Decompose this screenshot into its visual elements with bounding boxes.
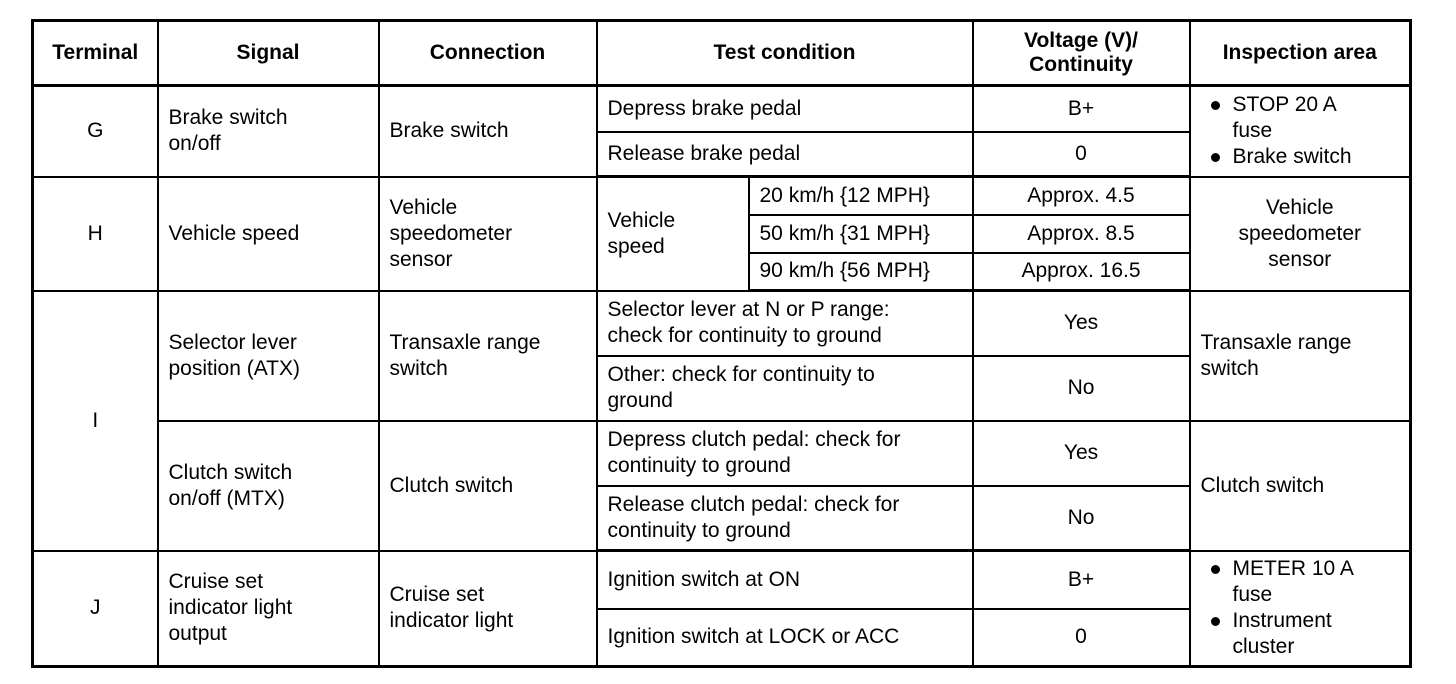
header-terminal: Terminal <box>33 21 158 86</box>
voltage-h-1: Approx. 4.5 <box>973 177 1190 215</box>
voltage-j-1: B+ <box>973 551 1190 609</box>
test-condition-j-2: Ignition switch at LOCK or ACC <box>597 609 973 667</box>
header-signal: Signal <box>158 21 379 86</box>
table-row <box>33 551 1411 609</box>
speed-cell-h-1: 20 km/h {12 MPH} <box>749 177 973 215</box>
list-item: Instrument cluster <box>1203 608 1400 660</box>
list-item: Brake switch <box>1203 144 1400 170</box>
voltage-i-atx-2: No <box>973 356 1190 421</box>
speed-cell-h-2: 50 km/h {31 MPH} <box>749 215 973 253</box>
connection-cell-g: Brake switch <box>379 86 597 177</box>
connection-cell-j: Cruise set indicator light <box>379 551 597 667</box>
terminal-inspection-table <box>31 19 1412 668</box>
inspection-cell-h: Vehicle speedometer sensor <box>1190 177 1411 291</box>
inspection-list-g <box>1201 92 1400 170</box>
list-item: METER 10 A fuse <box>1203 556 1400 608</box>
header-inspection-area: Inspection area <box>1190 21 1411 86</box>
table-row <box>33 291 1411 356</box>
table-row <box>33 86 1411 132</box>
voltage-g-2: 0 <box>973 132 1190 177</box>
signal-cell-i-atx: Selector lever position (ATX) <box>158 291 379 421</box>
test-condition-i-atx-1: Selector lever at N or P range: check for continuity to ground <box>597 291 973 356</box>
list-item: STOP 20 A fuse <box>1203 92 1400 144</box>
terminal-cell-h: H <box>33 177 158 291</box>
voltage-j-2: 0 <box>973 609 1190 667</box>
speed-cell-h-3: 90 km/h {56 MPH} <box>749 253 973 291</box>
signal-cell-j: Cruise set indicator light output <box>158 551 379 667</box>
test-condition-h-label: Vehicle speed <box>597 177 749 291</box>
inspection-table-wrapper <box>31 19 1409 668</box>
header-voltage-continuity: Voltage (V)/ Continuity <box>973 21 1190 86</box>
inspection-cell-i-mtx: Clutch switch <box>1190 421 1411 551</box>
header-test-condition: Test condition <box>597 21 973 86</box>
test-condition-i-mtx-1: Depress clutch pedal: check for continuity to ground <box>597 421 973 486</box>
connection-cell-h: Vehicle speedometer sensor <box>379 177 597 291</box>
inspection-cell-g <box>1190 86 1411 177</box>
terminal-cell-g: G <box>33 86 158 177</box>
inspection-cell-j <box>1190 551 1411 667</box>
terminal-cell-j: J <box>33 551 158 667</box>
table-row <box>33 421 1411 486</box>
voltage-i-atx-1: Yes <box>973 291 1190 356</box>
header-connection: Connection <box>379 21 597 86</box>
inspection-list-j <box>1201 556 1400 660</box>
voltage-h-3: Approx. 16.5 <box>973 253 1190 291</box>
table-row <box>33 177 1411 215</box>
test-condition-g-2: Release brake pedal <box>597 132 973 177</box>
signal-cell-h: Vehicle speed <box>158 177 379 291</box>
test-condition-i-atx-2: Other: check for continuity to ground <box>597 356 973 421</box>
terminal-cell-i: I <box>33 291 158 551</box>
test-condition-j-1: Ignition switch at ON <box>597 551 973 609</box>
inspection-cell-i-atx: Transaxle range switch <box>1190 291 1411 421</box>
connection-cell-i-atx: Transaxle range switch <box>379 291 597 421</box>
header-row <box>33 21 1411 86</box>
voltage-i-mtx-2: No <box>973 486 1190 551</box>
voltage-g-1: B+ <box>973 86 1190 132</box>
signal-cell-i-mtx: Clutch switch on/off (MTX) <box>158 421 379 551</box>
signal-cell-g: Brake switch on/off <box>158 86 379 177</box>
test-condition-g-1: Depress brake pedal <box>597 86 973 132</box>
connection-cell-i-mtx: Clutch switch <box>379 421 597 551</box>
test-condition-i-mtx-2: Release clutch pedal: check for continuity to ground <box>597 486 973 551</box>
voltage-h-2: Approx. 8.5 <box>973 215 1190 253</box>
voltage-i-mtx-1: Yes <box>973 421 1190 486</box>
